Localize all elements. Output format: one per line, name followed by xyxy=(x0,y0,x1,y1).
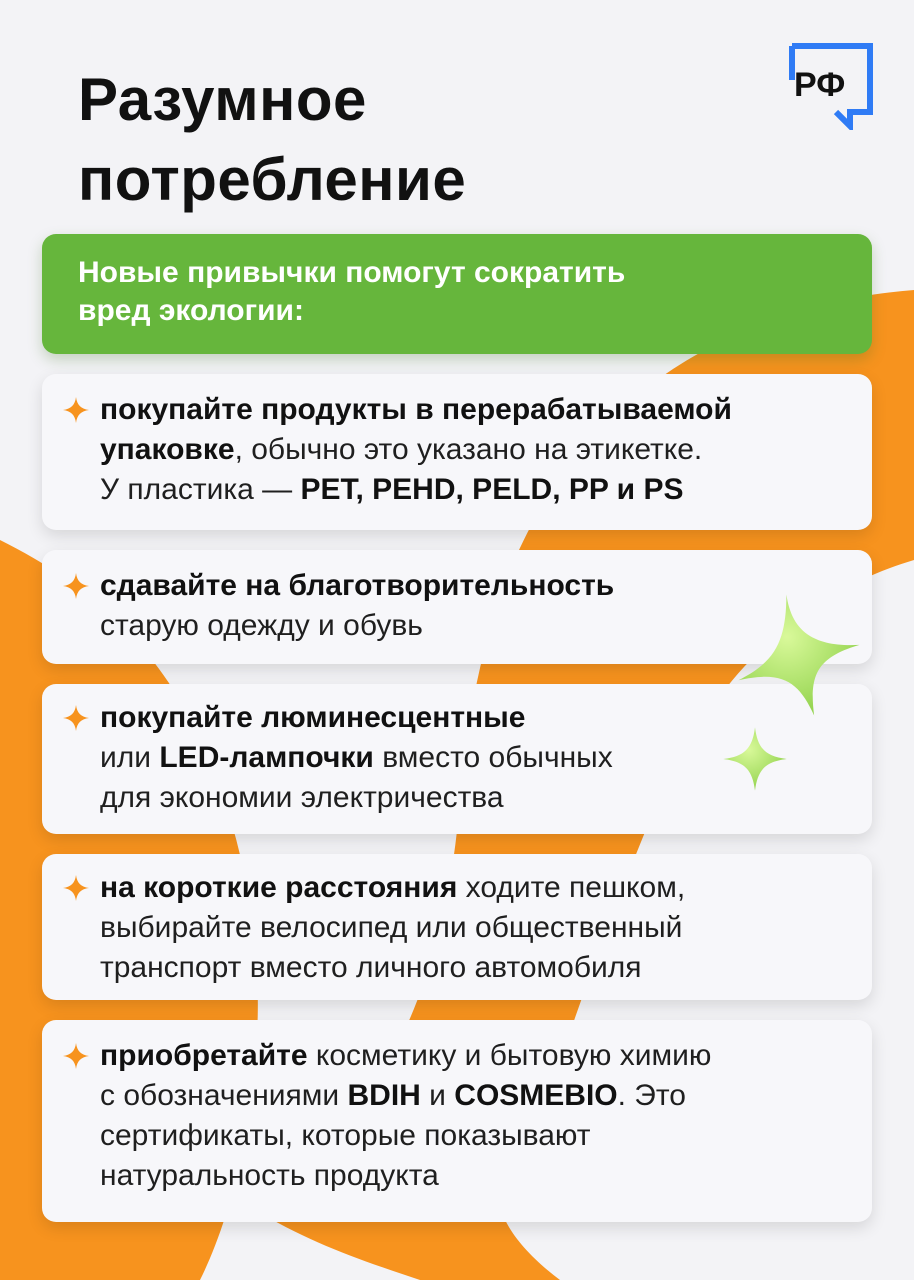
tip-line xyxy=(100,1116,848,1156)
tip-text: вместо обычных xyxy=(373,741,613,774)
tip-text: ходите пешком, xyxy=(457,871,686,904)
bullet-sparkle-icon xyxy=(62,396,90,424)
tip-line xyxy=(100,430,848,470)
tip-text: для экономии электричества xyxy=(100,781,504,814)
title-line-1: Разумное xyxy=(78,66,367,133)
tip-text: и xyxy=(420,1079,455,1112)
tip-bold-text: на короткие расстояния xyxy=(100,871,458,904)
green-sparkle-large-icon xyxy=(736,588,862,722)
tip-card-recycling xyxy=(42,374,872,530)
tip-text: У пластика — xyxy=(100,473,301,506)
bullet-sparkle-icon xyxy=(62,704,90,732)
banner-line-2: вред экологии: xyxy=(78,294,304,327)
tip-bold-text: упаковке xyxy=(100,433,235,466)
tip-text: выбирайте велосипед или общественный xyxy=(100,911,683,944)
tip-text: с обозначениями xyxy=(100,1079,348,1112)
tip-line xyxy=(100,1036,848,1076)
page-title xyxy=(78,60,466,220)
tip-bold-text: LED-лампочки xyxy=(159,741,374,774)
tip-line xyxy=(100,1076,848,1116)
tip-bold-text: BDIH xyxy=(347,1079,421,1112)
logo-text: РФ xyxy=(794,66,846,104)
bullet-sparkle-icon xyxy=(62,874,90,902)
tip-bold-text: покупайте продукты в перерабатываемой xyxy=(100,393,732,426)
green-sparkle-small-icon xyxy=(722,726,788,792)
tip-text: сертификаты, которые показывают xyxy=(100,1119,591,1152)
tip-card-transport xyxy=(42,854,872,1000)
intro-banner xyxy=(42,234,872,354)
tip-line xyxy=(100,908,848,948)
tip-text: . Это xyxy=(617,1079,686,1112)
tip-bold-text: сдавайте на благотворительность xyxy=(100,569,615,602)
tip-text: транспорт вместо личного автомобиля xyxy=(100,951,642,984)
tip-bold-text: покупайте люминесцентные xyxy=(100,701,526,734)
tip-bold-text: PET, PEHD, PELD, PP и PS xyxy=(300,473,684,506)
bullet-sparkle-icon xyxy=(62,1042,90,1070)
tip-bold-text: приобретайте xyxy=(100,1039,308,1072)
tip-line xyxy=(100,390,848,430)
banner-line-1: Новые привычки помогут сократить xyxy=(78,256,626,289)
tip-line xyxy=(100,948,848,988)
tip-line xyxy=(100,868,848,908)
tip-text: косметику и бытовую химию xyxy=(307,1039,712,1072)
bullet-sparkle-icon xyxy=(62,572,90,600)
tip-text: натуральность продукта xyxy=(100,1159,439,1192)
tip-card-cosmetics xyxy=(42,1020,872,1222)
tip-line xyxy=(100,1156,848,1196)
rf-logo xyxy=(788,40,876,130)
tip-text: или xyxy=(100,741,160,774)
tip-line xyxy=(100,470,848,510)
title-line-2: потребление xyxy=(78,146,467,213)
tip-bold-text: COSMEBIO xyxy=(454,1079,618,1112)
tip-text: , обычно это указано на этикетке. xyxy=(234,433,703,466)
tip-text: старую одежду и обувь xyxy=(100,609,423,642)
